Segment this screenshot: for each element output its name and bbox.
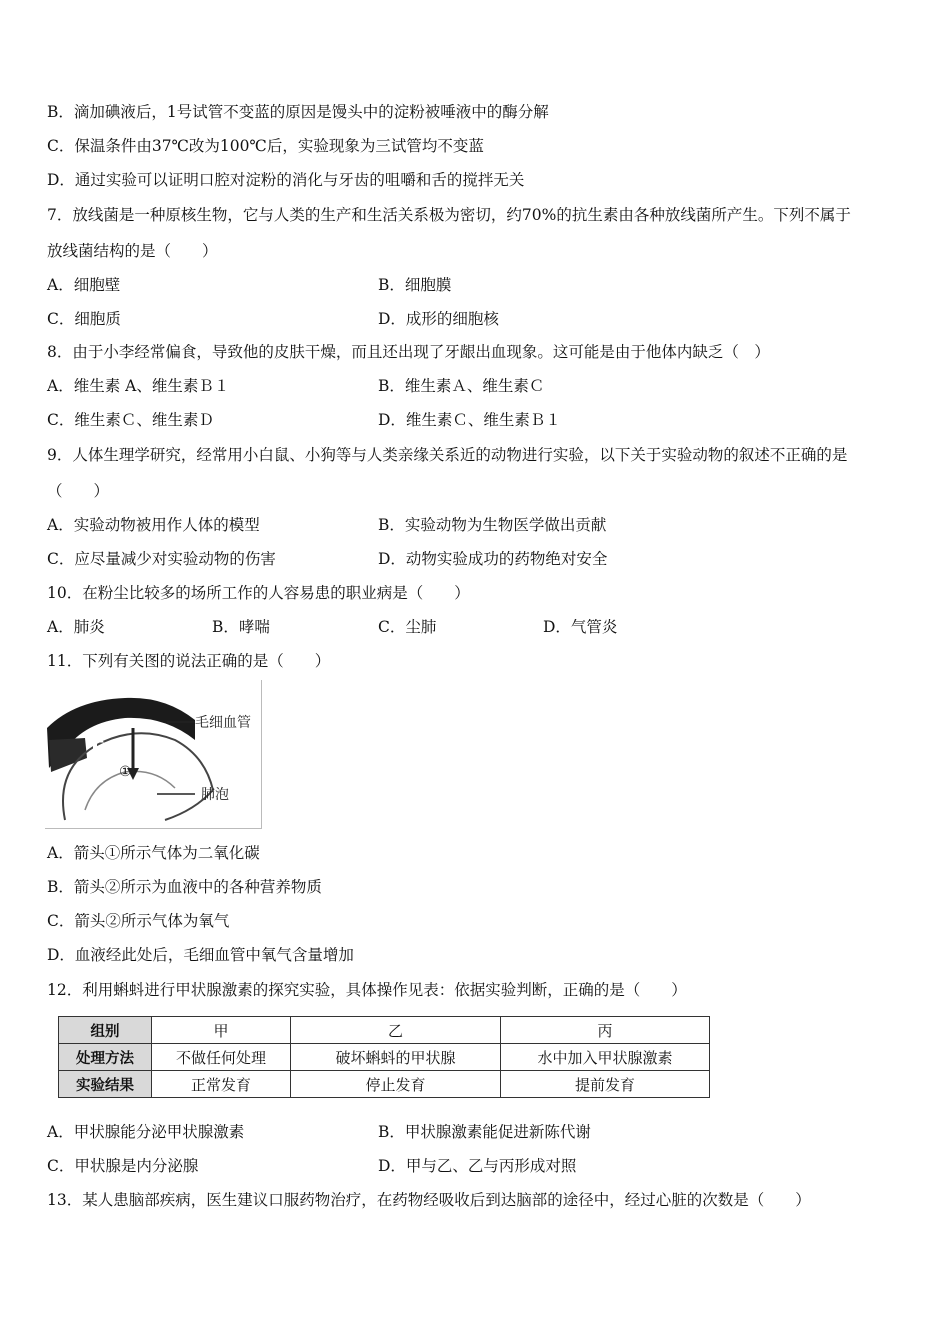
q11-option-c: C．箭头②所示气体为氧气 [47,912,230,930]
q12-option-c: C．甲状腺是内分泌腺 [47,1157,199,1175]
q9-option-a: A．实验动物被用作人体的模型 [47,516,260,534]
table-cell: 实验结果 [59,1071,152,1098]
table-cell: 处理方法 [59,1044,152,1071]
q12-option-a: A．甲状腺能分泌甲状腺激素 [47,1123,245,1141]
q9-option-d: D．动物实验成功的药物绝对安全 [378,550,608,568]
arrow-1-label: ① [119,764,132,780]
q6-option-d: D．通过实验可以证明口腔对淀粉的消化与牙齿的咀嚼和舌的搅拌无关 [47,171,525,189]
q6-option-c: C．保温条件由37℃改为100℃后，实验现象为三试管均不变蓝 [47,137,484,155]
table-row [59,1044,710,1071]
alveolus-diagram [45,680,261,828]
q11-option-b: B．箭头②所示为血液中的各种营养物质 [47,878,322,896]
q8-option-d: D．维生素Ｃ、维生素Ｂ１ [378,411,561,429]
table-header-cell: 乙 [291,1017,501,1044]
q11-option-d: D．血液经此处后，毛细血管中氧气含量增加 [47,946,354,964]
q11-option-a: A．箭头①所示气体为二氧化碳 [47,844,260,862]
q7-stem-line2: 放线菌结构的是（ ） [47,242,218,260]
table-cell: 水中加入甲状腺激素 [501,1044,710,1071]
capillary-label: 毛细血管 [195,715,251,731]
q13-stem: 13．某人患脑部疾病，医生建议口服药物治疗，在药物经吸收后到达脑部的途径中，经过心脏的次数是（ ） [47,1191,811,1209]
q8-stem: 8．由于小李经常偏食，导致他的皮肤干燥，而且还出现了牙龈出血现象。这可能是由于他体内缺乏（ ） [47,343,770,361]
table-header-cell: 组别 [59,1017,152,1044]
table-cell: 停止发育 [291,1071,501,1098]
q12-option-b: B．甲状腺激素能促进新陈代谢 [378,1123,591,1141]
table-cell: 破坏蝌蚪的甲状腺 [291,1044,501,1071]
q10-option-a: A．肺炎 [47,618,105,636]
q10-stem: 10．在粉尘比较多的场所工作的人容易患的职业病是（ ） [47,584,470,602]
q7-option-c: C．细胞质 [47,310,121,328]
q10-option-c: C．尘肺 [378,618,437,636]
table-cell: 提前发育 [501,1071,710,1098]
q7-stem-line1: 7．放线菌是一种原核生物，它与人类的生产和生活关系极为密切，约70%的抗生素由各种放线菌所产生。下列不属于 [47,206,851,224]
q8-option-c: C．维生素Ｃ、维生素Ｄ [47,411,214,429]
q7-option-d: D．成形的细胞核 [378,310,499,328]
table-cell: 正常发育 [152,1071,291,1098]
alveolus-label: 肺泡 [201,787,229,803]
alveolus-capillary-figure [45,680,262,829]
table-cell: 不做任何处理 [152,1044,291,1071]
table-header-cell: 甲 [152,1017,291,1044]
q12-option-d: D．甲与乙、乙与丙形成对照 [378,1157,577,1175]
q10-option-d: D．气管炎 [543,618,618,636]
table-header-cell: 丙 [501,1017,710,1044]
q12-stem: 12．利用蝌蚪进行甲状腺激素的探究实验，具体操作见表：依据实验判断，正确的是（ ） [47,981,687,999]
q9-stem-line1: 9．人体生理学研究，经常用小白鼠、小狗等与人类亲缘关系近的动物进行实验，以下关于实验动物的叙述不正确的是 [47,446,848,464]
q6-option-b: B．滴加碘液后，1号试管不变蓝的原因是馒头中的淀粉被唾液中的酶分解 [47,103,549,121]
arrow-up-white [87,730,103,742]
table-row [59,1071,710,1098]
q11-stem: 11．下列有关图的说法正确的是（ ） [47,652,331,670]
q12-experiment-table [58,1016,710,1098]
q7-option-a: A．细胞壁 [47,276,121,294]
q8-option-a: A．维生素 A、维生素Ｂ１ [47,377,230,395]
q7-option-b: B．细胞膜 [378,276,452,294]
q8-option-b: B．维生素Ａ、维生素Ｃ [378,377,545,395]
table-row [59,1017,710,1044]
q9-option-c: C．应尽量减少对实验动物的伤害 [47,550,276,568]
q9-stem-line2: （ ） [47,482,110,500]
q10-option-b: B．哮喘 [212,618,270,636]
q9-option-b: B．实验动物为生物医学做出贡献 [378,516,607,534]
